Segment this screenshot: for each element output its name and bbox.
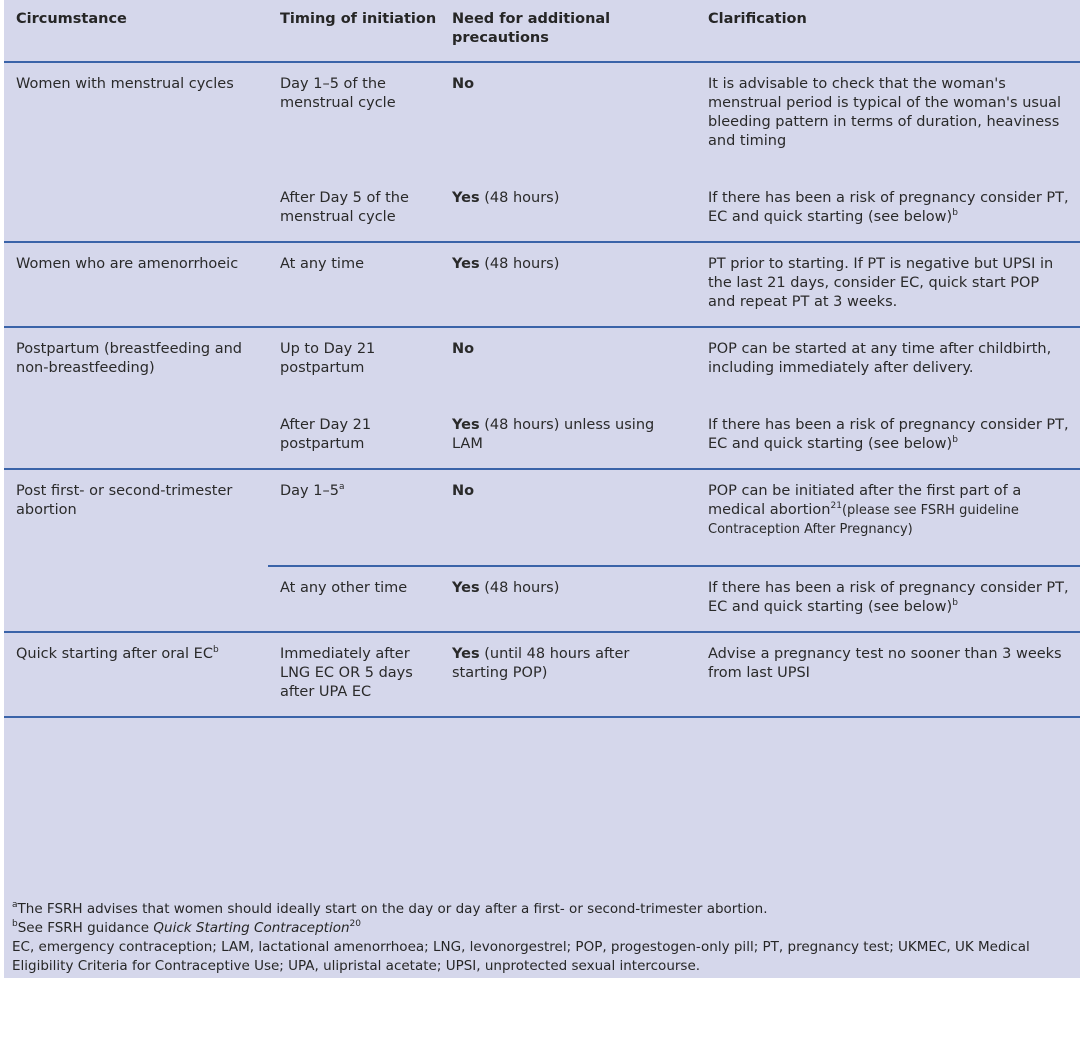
cell-clarification: POP can be started at any time after childbirth, including immediately after delivery. [708, 341, 1052, 376]
cell-timing: After Day 5 of the menstrual cycle [280, 190, 409, 225]
table-row [4, 632, 1080, 717]
cell-timing: Up to Day 21 postpartum [280, 341, 376, 376]
table-row [4, 242, 1080, 327]
table-row [4, 62, 1080, 177]
cell-timing: Day 1–5 of the menstrual cycle [280, 76, 396, 111]
cell-clarification: If there has been a risk of pregnancy consider PT, EC and quick starting (see below)$^b$ [708, 190, 1069, 225]
cell-precaution: Yes (48 hours) [452, 580, 560, 596]
cell-precaution: No [452, 76, 475, 92]
table-row [4, 327, 1080, 404]
cell-clarification: If there has been a risk of pregnancy consider PT, EC and quick starting (see below)$^b$ [708, 580, 1069, 615]
cell-precaution: No [440, 469, 696, 566]
footnote-b: $^b$See FSRH guidance Quick Starting Contraception$^{20}$ [12, 919, 361, 936]
cell-circumstance: Post first- or second-trimester abortion [16, 483, 233, 518]
cell-clarification: If there has been a risk of pregnancy consider PT, EC and quick starting (see below)$^b$ [708, 417, 1069, 452]
pop-initiation-table [4, 0, 1080, 718]
cell-clarification: POP can be initiated after the first part of a medical abortion$^{21}$(please see FSRH guideline Contraception After Pregnancy) [696, 469, 1080, 566]
cell-clarification: PT prior to starting. If PT is negative but UPSI in the last 21 days, consider EC, quick start POP and repeat PT at 3 weeks. [708, 256, 1054, 310]
cell-precaution: Yes (until 48 hours after starting POP) [452, 646, 630, 681]
cell-precaution: No [452, 341, 475, 357]
cell-precaution: Yes (48 hours) [452, 256, 560, 272]
cell-timing: Immediately after LNG EC OR 5 days after UPA EC [280, 646, 413, 700]
cell-circumstance: Postpartum (breastfeeding and non-breastfeeding) [16, 341, 243, 376]
cell-precaution: Yes (48 hours) [452, 190, 560, 206]
cell-timing: After Day 21 postpartum [280, 417, 372, 452]
cell-circumstance: Women who are amenorrhoeic [16, 256, 239, 272]
header-timing: Timing of initiation [280, 11, 437, 27]
cell-precaution: Yes (48 hours) unless using LAM [452, 417, 655, 452]
table-footnotes [12, 900, 1072, 976]
table-header-row [4, 0, 1080, 62]
abbreviations: EC, emergency contraception; LAM, lactational amenorrhoea; LNG, levonorgestrel; POP, progestogen-only pill; PT, pregnancy test; UKMEC, UK Medical Eligibility Criteria for Contraceptive Use; UPA, ulipristal acetate; UPSI, unprotected sexual intercourse. [12, 939, 1030, 974]
table-row [4, 469, 1080, 566]
header-precautions: Need for additional precautions [452, 11, 611, 46]
cell-clarification: Advise a pregnancy test no sooner than 3 weeks from last UPSI [708, 646, 1062, 681]
cell-circumstance: Women with menstrual cycles [16, 76, 234, 92]
cell-timing: At any time [280, 256, 364, 272]
table-panel [4, 0, 1080, 978]
cell-clarification: It is advisable to check that the woman's menstrual period is typical of the woman's usual bleeding pattern in terms of duration, heaviness and timing [708, 76, 1062, 149]
cell-timing: Day 1–5$^a$ [268, 469, 440, 566]
footnote-a: $^a$The FSRH advises that women should ideally start on the day or day after a first- or second-trimester abortion. [12, 900, 768, 917]
cell-circumstance: Quick starting after oral $EC^b$ [16, 645, 219, 662]
header-circumstance: Circumstance [16, 11, 127, 27]
cell-timing: At any other time [280, 580, 408, 596]
header-clarification: Clarification [708, 11, 807, 27]
